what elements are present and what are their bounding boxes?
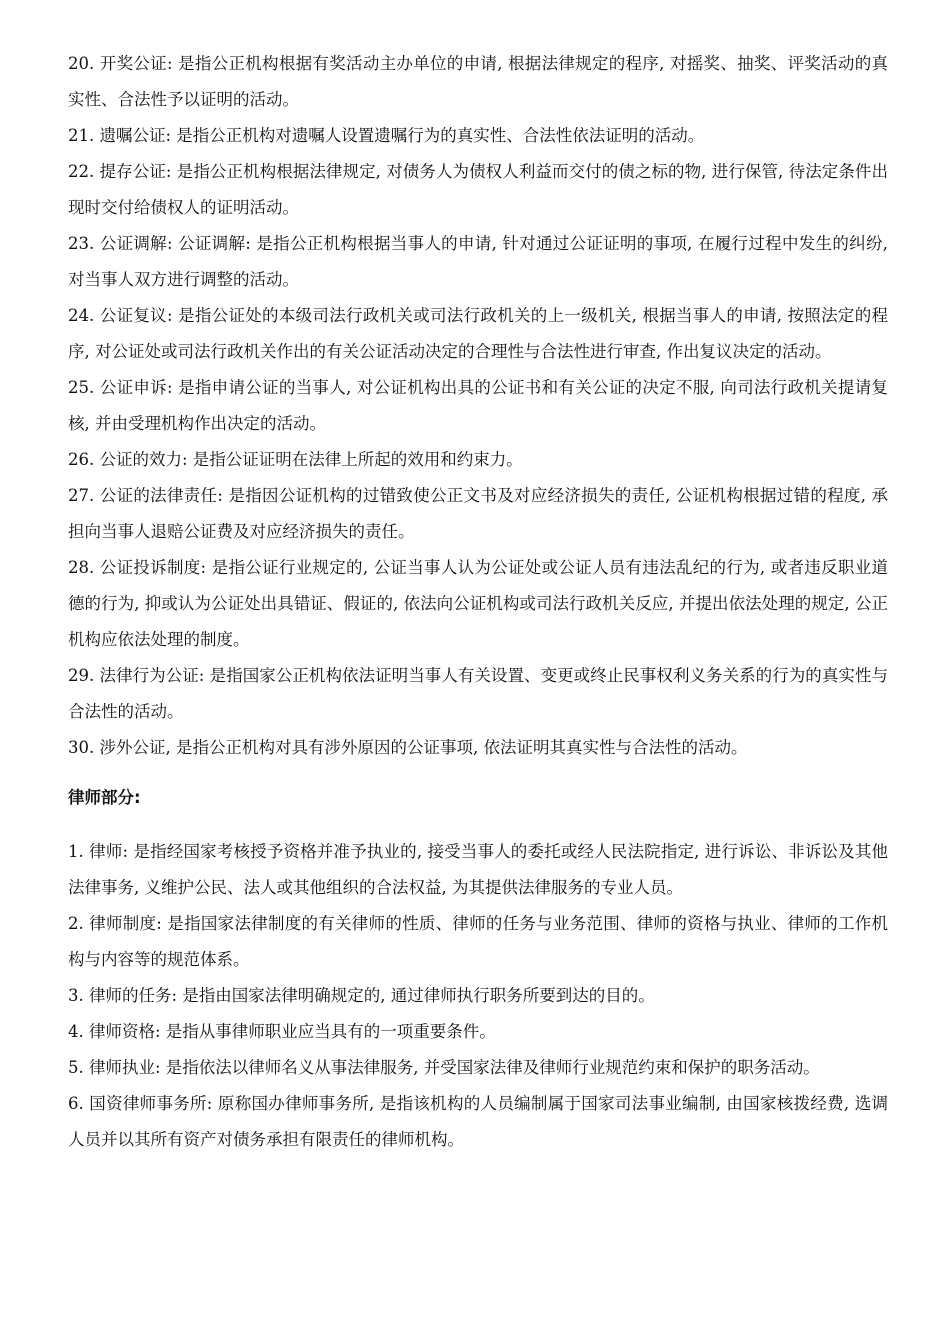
lawyer-item-6: 6. 国资律师事务所: 原称国办律师事务所, 是指该机构的人员编制属于国家司法事业编制, 由国家核拨经费, 选调人员并以其所有资产对债务承担有限责任的律师机构。 bbox=[68, 1094, 888, 1149]
definition-item-30: 30. 涉外公证, 是指公正机构对具有涉外原因的公证事项, 依法证明其真实性与合法性的活动。 bbox=[68, 738, 748, 757]
definition-item-25: 25. 公证申诉: 是指申请公证的当事人, 对公证机构出具的公证书和有关公证的决定不服, 向司法行政机关提请复核, 并由受理机构作出决定的活动。 bbox=[68, 378, 888, 433]
definition-item-24: 24. 公证复议: 是指公证处的本级司法行政机关或司法行政机关的上一级机关, 根据当事人的申请, 按照法定的程序, 对公证处或司法行政机关作出的有关公证活动决定的合理性与合法性进行审查, 作出复议决定的活动。 bbox=[68, 306, 888, 361]
definition-item-21: 21. 遗嘱公证: 是指公正机构对遗嘱人设置遗嘱行为的真实性、合法性依法证明的活动。 bbox=[68, 126, 705, 145]
definition-item-23: 23. 公证调解: 公证调解: 是指公正机构根据当事人的申请, 针对通过公证证明的事项, 在履行过程中发生的纠纷, 对当事人双方进行调整的活动。 bbox=[68, 234, 888, 289]
definition-item-29: 29. 法律行为公证: 是指国家公正机构依法证明当事人有关设置、变更或终止民事权利义务关系的行为的真实性与合法性的活动。 bbox=[68, 666, 888, 721]
notary-definitions-list bbox=[68, 46, 888, 766]
lawyer-item-3: 3. 律师的任务: 是指由国家法律明确规定的, 通过律师执行职务所要到达的目的。 bbox=[68, 986, 655, 1005]
lawyer-definitions-list bbox=[68, 834, 888, 1158]
document-page bbox=[68, 46, 888, 1158]
section-heading-lawyer: 律师部分: bbox=[68, 788, 141, 807]
lawyer-item-2: 2. 律师制度: 是指国家法律制度的有关律师的性质、律师的任务与业务范围、律师的资格与执业、律师的工作机构与内容等的规范体系。 bbox=[68, 914, 888, 969]
definition-item-26: 26. 公证的效力: 是指公证证明在法律上所起的效用和约束力。 bbox=[68, 450, 523, 469]
lawyer-item-1: 1. 律师: 是指经国家考核授予资格并准予执业的, 接受当事人的委托或经人民法院指定, 进行诉讼、非诉讼及其他法律事务, 义维护公民、法人或其他组织的合法权益, 为其提供法律服务的专业人员。 bbox=[68, 842, 888, 897]
definition-item-27: 27. 公证的法律责任: 是指因公证机构的过错致使公正文书及对应经济损失的责任, 公证机构根据过错的程度, 承担向当事人退赔公证费及对应经济损失的责任。 bbox=[68, 486, 888, 541]
definition-item-22: 22. 提存公证: 是指公正机构根据法律规定, 对债务人为债权人利益而交付的债之标的物, 进行保管, 待法定条件出现时交付给债权人的证明活动。 bbox=[68, 162, 888, 217]
definition-item-20: 20. 开奖公证: 是指公正机构根据有奖活动主办单位的申请, 根据法律规定的程序, 对摇奖、抽奖、评奖活动的真实性、合法性予以证明的活动。 bbox=[68, 54, 888, 109]
definition-item-28: 28. 公证投诉制度: 是指公证行业规定的, 公证当事人认为公证处或公证人员有违法乱纪的行为, 或者违反职业道德的行为, 抑或认为公证处出具错证、假证的, 依法向公证机构或司法行政机关反应, 并提出依法处理的规定, 公正机构应依法处理的制度。 bbox=[68, 558, 888, 649]
lawyer-item-4: 4. 律师资格: 是指从事律师职业应当具有的一项重要条件。 bbox=[68, 1022, 496, 1041]
lawyer-item-5: 5. 律师执业: 是指依法以律师名义从事法律服务, 并受国家法律及律师行业规范约束和保护的职务活动。 bbox=[68, 1058, 820, 1077]
